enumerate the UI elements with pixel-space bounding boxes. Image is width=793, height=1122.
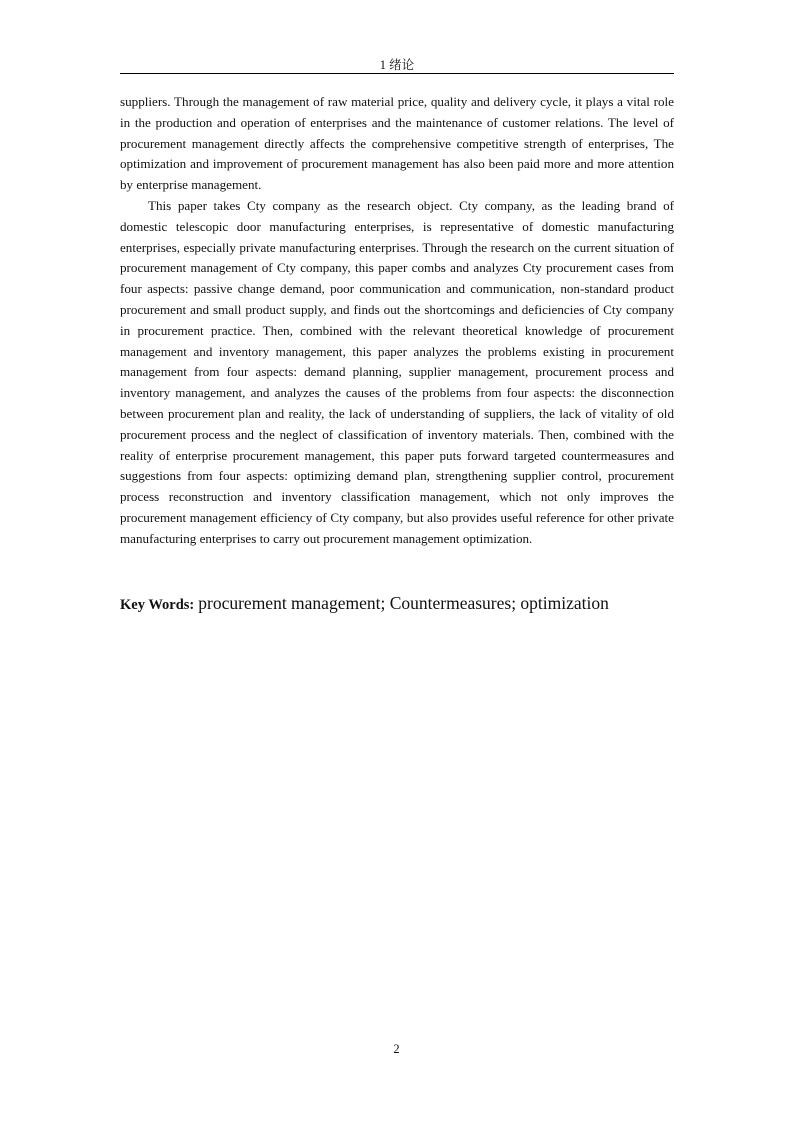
abstract-body [120,92,674,550]
header-title: 1 绪论 [379,58,415,72]
running-header [120,56,674,74]
keywords-label: Key Words: [120,597,195,613]
abstract-paragraph-2: This paper takes Cty company as the research object. Cty company, as the leading brand of domestic telescopic door manufacturing enterprises, is representative of domestic manufacturing enterprises, especially private manufacturing enterprises. Through the research on the current situation of procurement management of Cty company, this paper combs and analyzes Cty procurement cases from four aspects: passive change demand, poor communication and communication, non-standard product procurement and small product supply, and finds out the shortcomings and deficiencies of Cty company in procurement practice. Then, combined with the relevant theoretical knowledge of procurement management and inventory management, this paper analyzes the problems existing in procurement management from four aspects: demand planning, supplier management, procurement process and inventory management, and analyzes the causes of the problems from four aspects: the disconnection between procurement plan and reality, the lack of understanding of suppliers, the lack of vitality of old procurement process and the neglect of classification of inventory materials. Then, combined with the reality of enterprise procurement management, this paper puts forward targeted countermeasures and suggestions from four aspects: optimizing demand plan, strengthening supplier control, procurement process reconstruction and inventory classification management, which not only improves the procurement management efficiency of Cty company, but also provides useful reference for other private manufacturing enterprises to carry out procurement management optimization. [120,197,674,546]
abstract-paragraph-1: suppliers. Through the management of raw material price, quality and delivery cycle, it plays a vital role in the production and operation of enterprises and the maintenance of customer relations. The level of procurement management directly affects the comprehensive competitive strength of enterprises, The optimization and improvement of procurement management has also been paid more and more attention by enterprise management. [120,94,674,193]
keywords-text: procurement management; Countermeasures; optimization [198,593,609,613]
keywords-line [120,590,674,618]
header-divider [120,73,674,74]
page-number: 2 [393,1042,400,1056]
